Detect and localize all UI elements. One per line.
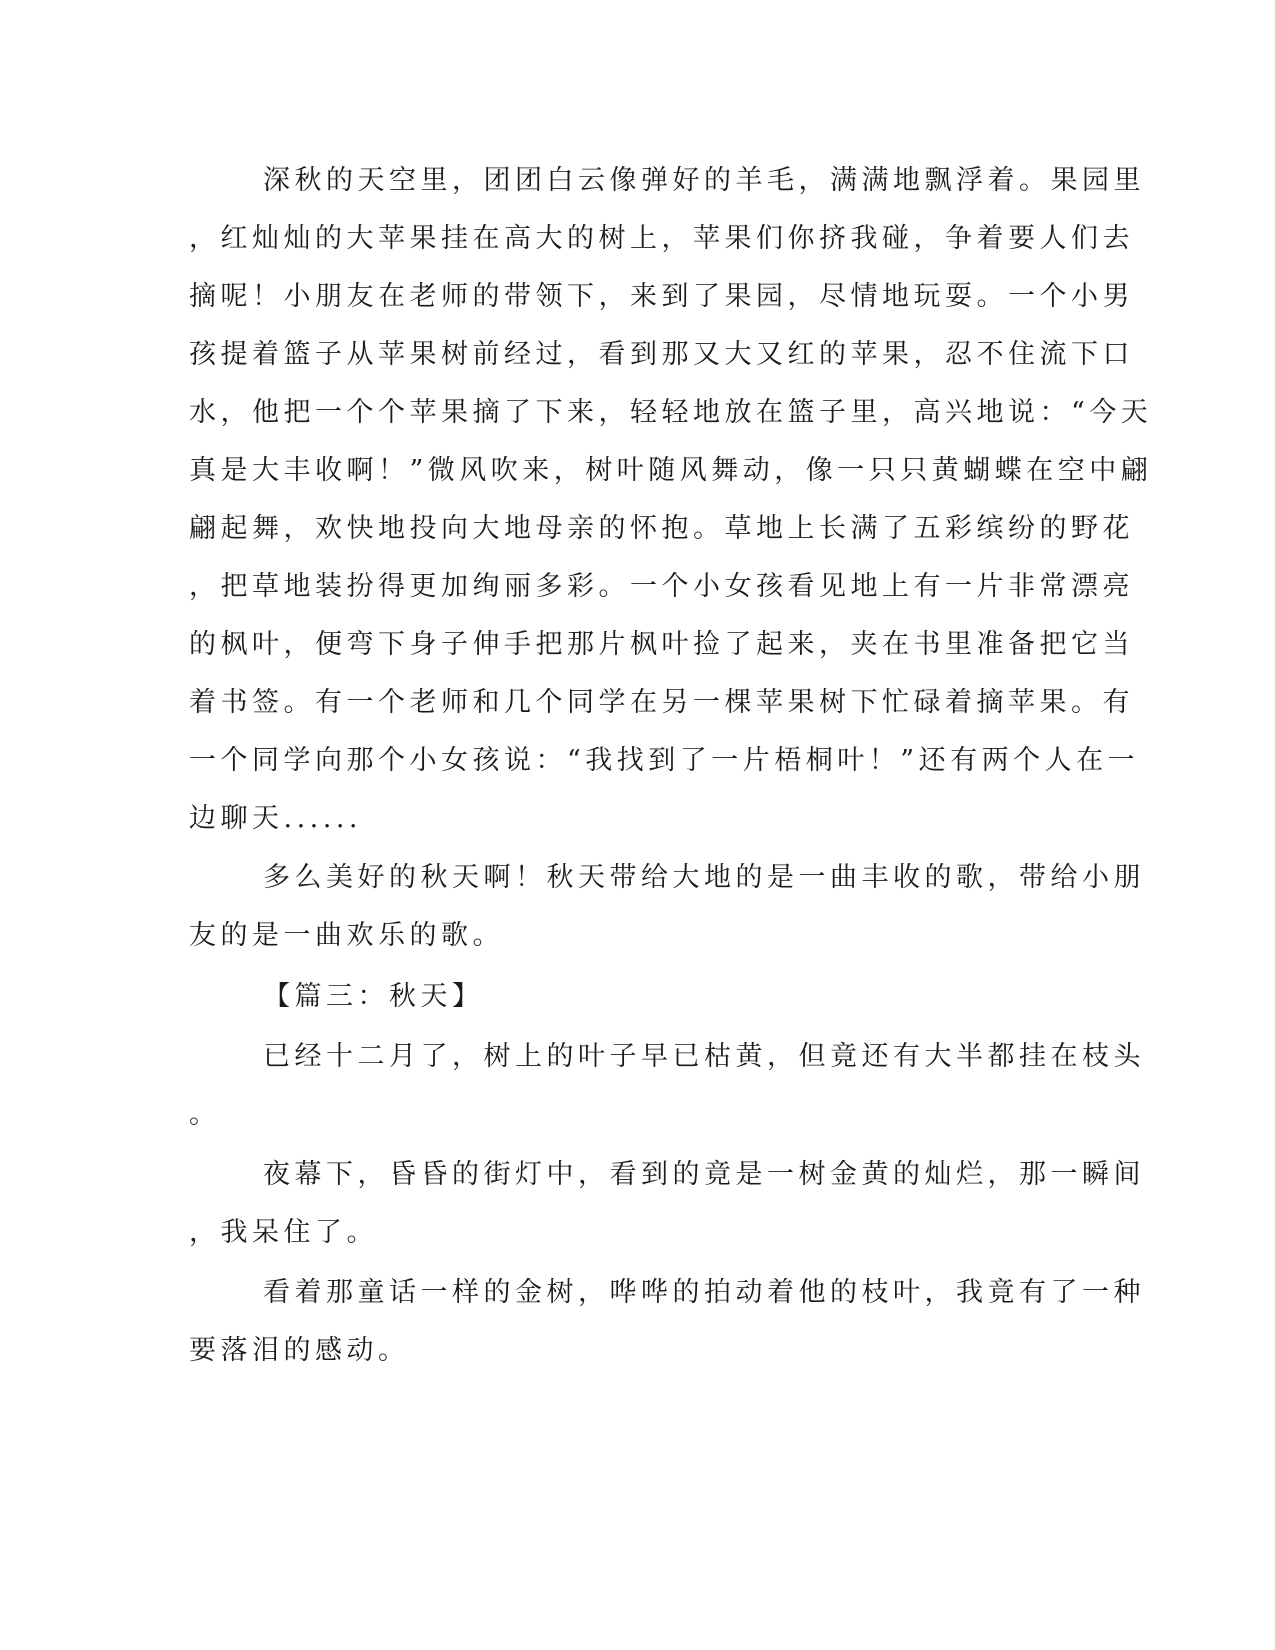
text-line: 看着那童话一样的金树，哗哗的拍动着他的枝叶，我竟有了一种 xyxy=(263,1277,1145,1308)
text-line: 一个同学向那个小女孩说：“我找到了一片梧桐叶！”还有两个人在一 xyxy=(189,745,1140,776)
text-line: 水，他把一个个苹果摘了下来，轻轻地放在篮子里，高兴地说：“今天 xyxy=(189,397,1153,428)
text-line: 友的是一曲欢乐的歌。 xyxy=(189,920,504,951)
text-line: 边聊天...... xyxy=(189,803,362,834)
text-line: 多么美好的秋天啊！秋天带给大地的是一曲丰收的歌，带给小朋 xyxy=(263,862,1145,893)
text-line: 孩提着篮子从苹果树前经过，看到那又大又红的苹果，忍不住流下口 xyxy=(189,339,1134,370)
text-line: ，红灿灿的大苹果挂在高大的树上，苹果们你挤我碰，争着要人们去 xyxy=(189,223,1134,254)
text-line: ，把草地装扮得更加绚丽多彩。一个小女孩看见地上有一片非常漂亮 xyxy=(189,571,1134,602)
text-line: 。 xyxy=(189,1099,221,1130)
text-line: 摘呢！小朋友在老师的带领下，来到了果园，尽情地玩耍。一个小男 xyxy=(189,281,1134,312)
text-line: ，我呆住了。 xyxy=(189,1217,378,1248)
section-heading: 【篇三：秋天】 xyxy=(263,981,484,1012)
text-line: 的枫叶，便弯下身子伸手把那片枫叶捡了起来，夹在书里准备把它当 xyxy=(189,629,1134,660)
text-line: 已经十二月了，树上的叶子早已枯黄，但竟还有大半都挂在枝头 xyxy=(263,1041,1145,1072)
text-line: 翩起舞，欢快地投向大地母亲的怀抱。草地上长满了五彩缤纷的野花 xyxy=(189,513,1134,544)
text-line: 真是大丰收啊！”微风吹来，树叶随风舞动，像一只只黄蝴蝶在空中翩 xyxy=(189,455,1153,486)
text-line: 夜幕下，昏昏的街灯中，看到的竟是一树金黄的灿烂，那一瞬间 xyxy=(263,1159,1145,1190)
text-line: 要落泪的感动。 xyxy=(189,1335,410,1366)
text-line: 深秋的天空里，团团白云像弹好的羊毛，满满地飘浮着。果园里 xyxy=(263,165,1145,196)
text-line: 着书签。有一个老师和几个同学在另一棵苹果树下忙碌着摘苹果。有 xyxy=(189,687,1134,718)
